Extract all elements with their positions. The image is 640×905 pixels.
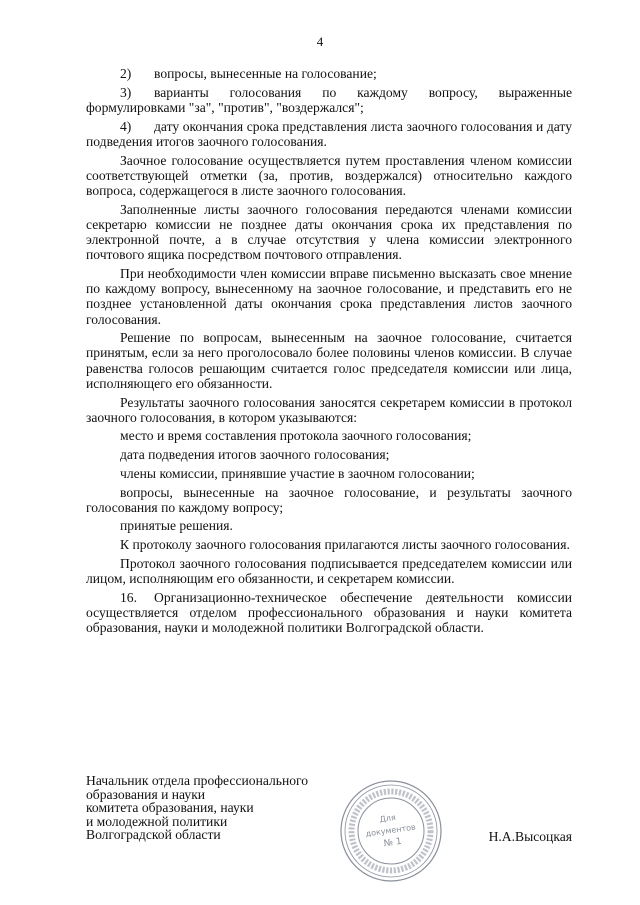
page-number: 4 bbox=[316, 34, 324, 49]
item-number: 2) bbox=[120, 66, 132, 81]
item-text: Организационно-техническое обеспечение деятельности комиссии осуществляется отделом профессионального образования и науки комитета образования, науки и молодежной политики Волгоградской области. bbox=[86, 589, 572, 636]
list-item-4 bbox=[86, 119, 572, 149]
paragraph: Результаты заочного голосования заносятся секретарем комиссии в протокол заочного голосования, в котором указываются: bbox=[86, 394, 572, 425]
paragraph: Протокол заочного голосования подписывается председателем комиссии или лицом, исполняющим его обязанности, и секретарем комиссии. bbox=[86, 555, 572, 587]
signature-title bbox=[86, 774, 308, 842]
list-item-2 bbox=[86, 66, 572, 81]
stamp-text: документов bbox=[365, 822, 417, 839]
item-number: 4) bbox=[120, 118, 132, 134]
paragraph: члены комиссии, принявшие участие в заочном голосовании; bbox=[120, 465, 475, 481]
paragraph: Заочное голосование осуществляется путем проставления членом комиссии соответствующей отметки (за, против, воздержался) относительно каждого вопроса, содержащегося в листе заочного голосования. bbox=[86, 152, 572, 198]
signature-line: Начальник отдела профессионального bbox=[86, 773, 309, 788]
official-stamp-icon bbox=[338, 778, 444, 884]
paragraph: Заполненные листы заочного голосования передаются членами комиссии секретарю комиссии не позднее даты окончания срока их представления по электронной почте, а в случае отсутствия у члена комиссии электронного почтового ящика посредством почтового отправления. bbox=[86, 201, 572, 263]
paragraph: место и время составления протокола заочного голосования; bbox=[120, 428, 472, 444]
item-number: 3) bbox=[120, 84, 132, 100]
item-text: вопросы, вынесенные на голосование; bbox=[154, 66, 377, 81]
document-body bbox=[86, 66, 572, 639]
signature-line: образования и науки bbox=[86, 786, 206, 802]
list-item-16 bbox=[86, 590, 572, 636]
paragraph: вопросы, вынесенные на заочное голосование, и результаты заочного голосования по каждому вопросу; bbox=[86, 484, 572, 515]
signature-line: комитета образования, науки bbox=[86, 800, 254, 816]
item-number: 16. bbox=[120, 589, 137, 605]
signature-line: и молодежной политики bbox=[86, 813, 228, 829]
item-text: варианты голосования по каждому вопросу, выраженные формулировками "за", "против", "воздержался"; bbox=[86, 84, 572, 115]
stamp-text: № 1 bbox=[383, 836, 403, 850]
paragraph: Решение по вопросам, вынесенным на заочное голосование, считается принятым, если за него проголосовало более половины членов комиссии. В случае равенства голосов решающим считается голос председателя комиссии или лица, исполняющего его обязанности. bbox=[86, 330, 572, 391]
item-text: дату окончания срока представления листа заочного голосования и дату подведения итогов заочного голосования. bbox=[86, 118, 572, 149]
signer-name: Н.А.Высоцкая bbox=[488, 829, 572, 844]
paragraph: принятые решения. bbox=[120, 518, 233, 534]
paragraph: При необходимости член комиссии вправе письменно высказать свое мнение по каждому вопросу, вынесенному на заочное голосование, и представить его не позднее установленной даты окончания срока представления листов заочного голосования. bbox=[86, 265, 572, 327]
paragraph: дата подведения итогов заочного голосования; bbox=[120, 447, 390, 463]
signature-line: Волгоградской области bbox=[86, 827, 221, 843]
paragraph: К протоколу заочного голосования прилагаются листы заочного голосования. bbox=[120, 537, 570, 553]
stamp-text: Для bbox=[379, 812, 397, 825]
list-item-3 bbox=[86, 85, 572, 115]
